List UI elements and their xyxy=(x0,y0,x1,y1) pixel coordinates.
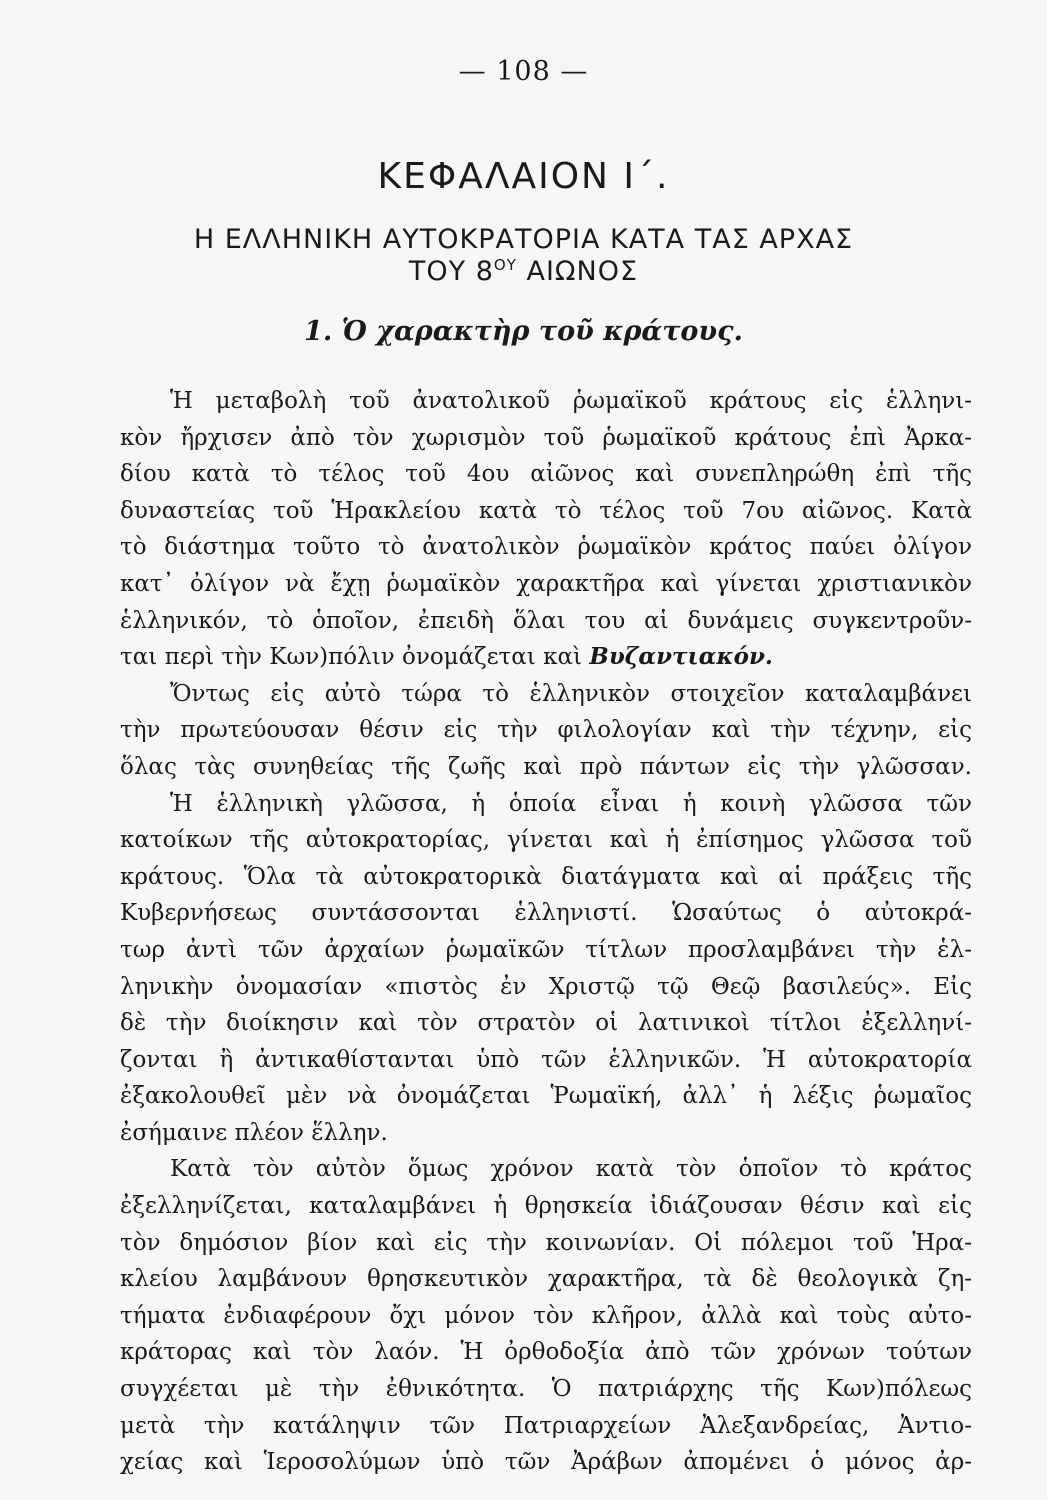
emphasized-term: Βυζαντιακόν. xyxy=(589,643,773,671)
chapter-subtitle-line-1: Η ΕΛΛΗΝΙΚΗ ΑΥΤΟΚΡΑΤΟΡΙΑ ΚΑΤΑ ΤΑΣ ΑΡΧΑΣ xyxy=(193,224,854,255)
text-line: κὸν ἤρχισεν ἀπὸ τὸν χωρισμὸν τοῦ ῥωμαϊκοῦ κράτους ἐπὶ Ἀρκα- xyxy=(120,424,972,451)
text-line: χείας καὶ Ἱεροσολύμων ὑπὸ τῶν Ἀράβων ἀπομένει ὁ μόνος ἀρ- xyxy=(120,1449,972,1476)
text-line: ἑλληνικόν, τὸ ὁποῖον, ἐπειδὴ ὅλαι του αἱ δυνάμεις συγκεντροῦν- xyxy=(120,607,972,634)
chapter-subtitle-line-2 xyxy=(0,256,1047,287)
text-line xyxy=(120,639,972,676)
text-line: Κυβερνήσεως συντάσσονται ἑλληνιστί. Ὡσαύτως ὁ αὐτοκρά- xyxy=(120,900,972,927)
text-line: ληνικὴν ὀνομασίαν «πιστὸς ἐν Χριστῷ τῷ Θεῷ βασιλεύς». Εἰς xyxy=(120,973,972,1000)
text-line: ζονται ἢ ἀντικαθίστανται ὑπὸ τῶν ἑλληνικῶν. Ἡ αὐτοκρατορία xyxy=(120,1046,972,1073)
text-line: Κατὰ τὸν αὐτὸν ὅμως χρόνον κατὰ τὸν ὁποῖον τὸ κράτος xyxy=(170,1156,972,1183)
text-line: συγχέεται μὲ τὴν ἐθνικότητα. Ὁ πατριάρχης τῆς Κων)πόλεως xyxy=(120,1376,972,1403)
chapter-title: ΚΕΦΑΛΑΙΟΝ Ι΄. xyxy=(377,156,670,197)
body-text xyxy=(120,383,972,1481)
text-line: κλείου λαμβάνουν θρησκευτικὸν χαρακτῆρα, τὰ δὲ θεολογικὰ ζη- xyxy=(120,1266,972,1293)
text-line: Ἡ ἑλληνικὴ γλῶσσα, ἡ ὁποία εἶναι ἡ κοινὴ γλῶσσα τῶν xyxy=(170,790,972,817)
text-line-content: ται περὶ τὴν Κων)πόλιν ὀνομάζεται καὶ xyxy=(120,644,583,671)
text-line: Ὄντως εἰς αὐτὸ τώρα τὸ ἑλληνικὸν στοιχεῖον καταλαμβάνει xyxy=(170,680,972,707)
text-line: δυναστείας τοῦ Ἡρακλείου κατὰ τὸ τέλος τοῦ 7ου αἰῶνος. Κατὰ xyxy=(120,497,972,524)
page-number: — 108 — xyxy=(458,56,589,87)
text-line: τὸ διάστημα τοῦτο τὸ ἀνατολικὸν ῥωμαϊκὸν κράτος παύει ὀλίγον xyxy=(120,534,972,561)
text-line: τήματα ἐνδιαφέρουν ὄχι μόνον τὸν κλῆρον, ἀλλὰ καὶ τοὺς αὐτο- xyxy=(120,1302,972,1329)
subtitle-prefix: ΤΟΥ 8 xyxy=(408,256,494,287)
text-line: κατοίκων τῆς αὐτοκρατορίας, γίνεται καὶ ἡ ἐπίσημος γλῶσσα τοῦ xyxy=(120,827,972,854)
text-line: ὅλας τὰς συνηθείας τῆς ζωῆς καὶ πρὸ πάντων εἰς τὴν γλῶσσαν. xyxy=(120,753,972,780)
text-line: τὸν δημόσιον βίον καὶ εἰς τὴν κοινωνίαν. Οἱ πόλεμοι τοῦ Ἡρα- xyxy=(120,1229,972,1256)
subtitle-superscript: ΟΥ xyxy=(493,256,517,274)
text-line: δὲ τὴν διοίκησιν καὶ τὸν στρατὸν οἱ λατινικοὶ τίτλοι ἐξελληνί- xyxy=(120,1010,972,1037)
text-line: μετὰ τὴν κατάληψιν τῶν Πατριαρχείων Ἀλεξανδρείας, Ἀντιο- xyxy=(120,1412,972,1439)
text-line: τὴν πρωτεύουσαν θέσιν εἰς τὴν φιλολογίαν καὶ τὴν τέχνην, εἰς xyxy=(120,717,972,744)
text-line: δίου κατὰ τὸ τέλος τοῦ 4ου αἰῶνος καὶ συνεπληρώθη ἐπὶ τῆς xyxy=(120,461,972,488)
text-line: τωρ ἀντὶ τῶν ἀρχαίων ῥωμαϊκῶν τίτλων προσλαμβάνει τὴν ἑλ- xyxy=(120,936,972,963)
text-line: ἐσήμαινε πλέον ἕλλην. xyxy=(120,1119,388,1146)
text-line: κράτορας καὶ τὸν λαόν. Ἡ ὀρθοδοξία ἀπὸ τῶν χρόνων τούτων xyxy=(120,1339,972,1366)
text-line: ἐξακολουθεῖ μὲν νὰ ὀνομάζεται Ῥωμαϊκή, ἀλλ᾽ ἡ λέξις ῥωμαῖος xyxy=(120,1083,972,1110)
section-heading: 1. Ὁ χαρακτὴρ τοῦ κράτους. xyxy=(304,316,743,347)
text-line: κατ᾽ ὀλίγον νὰ ἔχῃ ῥωμαϊκὸν χαρακτῆρα καὶ γίνεται χριστιανικὸν xyxy=(120,570,972,597)
text-line: κράτους. Ὅλα τὰ αὐτοκρατορικὰ διατάγματα καὶ αἱ πράξεις τῆς xyxy=(120,863,972,890)
text-line: Ἡ μεταβολὴ τοῦ ἀνατολικοῦ ῥωμαϊκοῦ κράτους εἰς ἑλληνι- xyxy=(170,388,972,414)
subtitle-suffix: ΑΙΩΝΟΣ xyxy=(516,256,639,287)
text-line: ἐξελληνίζεται, καταλαμβάνει ἡ θρησκεία ἰδιάζουσαν θέσιν καὶ εἰς xyxy=(120,1193,972,1220)
